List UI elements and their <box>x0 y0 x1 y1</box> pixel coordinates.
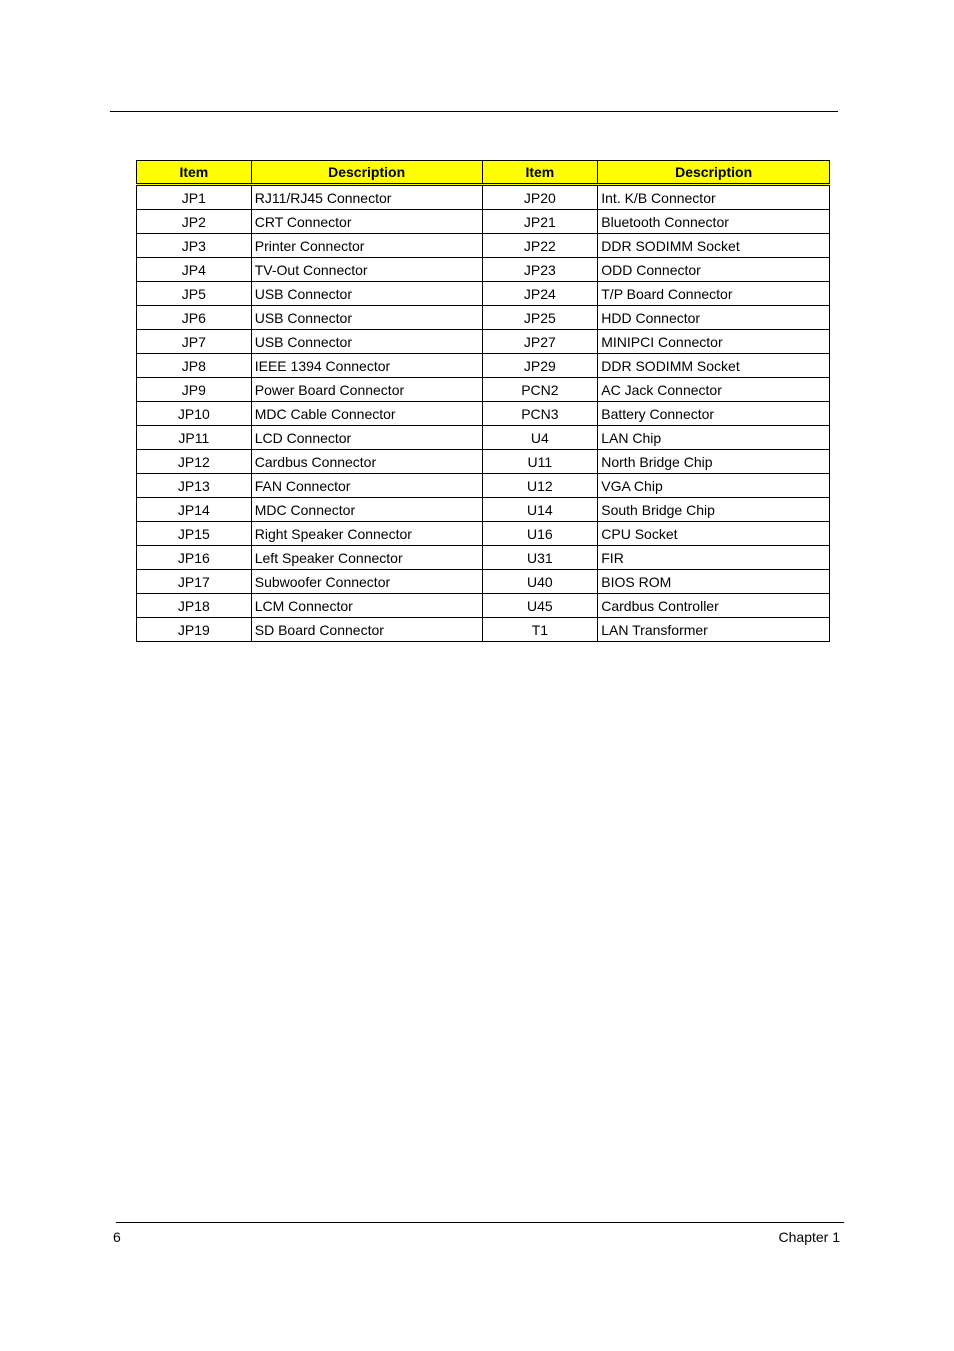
table-cell-description: ODD Connector <box>598 258 830 282</box>
table-row <box>137 354 830 378</box>
table-cell-description: MDC Connector <box>251 498 482 522</box>
table-cell-item: U11 <box>482 450 598 474</box>
table-cell-item: U14 <box>482 498 598 522</box>
table-cell-item: JP22 <box>482 234 598 258</box>
table-cell-item: JP24 <box>482 282 598 306</box>
table-cell-description: Int. K/B Connector <box>598 185 830 210</box>
table-row <box>137 426 830 450</box>
connector-table <box>136 160 830 642</box>
table-cell-item: T1 <box>482 618 598 642</box>
table-row <box>137 474 830 498</box>
table-cell-item: JP3 <box>137 234 252 258</box>
table-cell-item: JP10 <box>137 402 252 426</box>
table-row <box>137 210 830 234</box>
table-cell-item: JP7 <box>137 330 252 354</box>
table-cell-description: USB Connector <box>251 306 482 330</box>
table-cell-item: JP20 <box>482 185 598 210</box>
table-cell-item: JP12 <box>137 450 252 474</box>
table-cell-item: JP9 <box>137 378 252 402</box>
table-cell-item: JP14 <box>137 498 252 522</box>
table-cell-description: Cardbus Controller <box>598 594 830 618</box>
table-cell-item: U16 <box>482 522 598 546</box>
table-cell-description: Left Speaker Connector <box>251 546 482 570</box>
table-row <box>137 306 830 330</box>
table-row <box>137 594 830 618</box>
table-cell-item: PCN2 <box>482 378 598 402</box>
table-cell-description: RJ11/RJ45 Connector <box>251 185 482 210</box>
table-cell-item: JP1 <box>137 185 252 210</box>
table-body <box>137 185 830 642</box>
table-cell-item: U12 <box>482 474 598 498</box>
column-header-item: Item <box>137 161 252 185</box>
page-number: 6 <box>113 1229 121 1245</box>
table-cell-description: BIOS ROM <box>598 570 830 594</box>
table-cell-description: IEEE 1394 Connector <box>251 354 482 378</box>
table-cell-item: JP8 <box>137 354 252 378</box>
table-cell-item: JP17 <box>137 570 252 594</box>
table-cell-description: Printer Connector <box>251 234 482 258</box>
table-row <box>137 282 830 306</box>
table-row <box>137 522 830 546</box>
table-cell-description: MINIPCI Connector <box>598 330 830 354</box>
table-cell-description: CPU Socket <box>598 522 830 546</box>
table-cell-description: AC Jack Connector <box>598 378 830 402</box>
table-cell-description: T/P Board Connector <box>598 282 830 306</box>
column-header-description: Description <box>251 161 482 185</box>
table-row <box>137 258 830 282</box>
table-cell-item: JP16 <box>137 546 252 570</box>
table-cell-description: USB Connector <box>251 282 482 306</box>
table-cell-item: JP29 <box>482 354 598 378</box>
table-cell-item: U40 <box>482 570 598 594</box>
table-row <box>137 450 830 474</box>
table-header-row <box>137 161 830 185</box>
table-cell-description: Right Speaker Connector <box>251 522 482 546</box>
table-cell-description: FIR <box>598 546 830 570</box>
chapter-label: Chapter 1 <box>778 1229 840 1245</box>
table-cell-item: JP2 <box>137 210 252 234</box>
table-row <box>137 234 830 258</box>
table-cell-description: LAN Transformer <box>598 618 830 642</box>
table-cell-item: U4 <box>482 426 598 450</box>
table-cell-item: JP18 <box>137 594 252 618</box>
table-cell-description: LAN Chip <box>598 426 830 450</box>
table-cell-item: JP27 <box>482 330 598 354</box>
table-cell-item: JP21 <box>482 210 598 234</box>
table-cell-description: South Bridge Chip <box>598 498 830 522</box>
table-row <box>137 570 830 594</box>
table-cell-description: TV-Out Connector <box>251 258 482 282</box>
table-cell-description: CRT Connector <box>251 210 482 234</box>
footer-rule <box>116 1222 844 1223</box>
table-row <box>137 330 830 354</box>
table-row <box>137 498 830 522</box>
table-cell-description: Battery Connector <box>598 402 830 426</box>
table-cell-item: JP23 <box>482 258 598 282</box>
column-header-description: Description <box>598 161 830 185</box>
table-cell-description: Subwoofer Connector <box>251 570 482 594</box>
table-cell-description: Bluetooth Connector <box>598 210 830 234</box>
column-header-item: Item <box>482 161 598 185</box>
table-cell-item: JP15 <box>137 522 252 546</box>
table-cell-item: U45 <box>482 594 598 618</box>
table-cell-item: U31 <box>482 546 598 570</box>
table-cell-description: MDC Cable Connector <box>251 402 482 426</box>
table-cell-description: North Bridge Chip <box>598 450 830 474</box>
table-cell-description: Cardbus Connector <box>251 450 482 474</box>
table-cell-item: JP19 <box>137 618 252 642</box>
table-row <box>137 618 830 642</box>
table-cell-description: VGA Chip <box>598 474 830 498</box>
table-cell-description: HDD Connector <box>598 306 830 330</box>
table-cell-description: SD Board Connector <box>251 618 482 642</box>
table-cell-description: Power Board Connector <box>251 378 482 402</box>
table-cell-item: JP6 <box>137 306 252 330</box>
header-rule <box>110 111 838 112</box>
table-cell-item: JP4 <box>137 258 252 282</box>
table-row <box>137 546 830 570</box>
table-cell-description: LCM Connector <box>251 594 482 618</box>
table-cell-item: JP5 <box>137 282 252 306</box>
table-cell-item: PCN3 <box>482 402 598 426</box>
table-cell-item: JP25 <box>482 306 598 330</box>
table-cell-description: USB Connector <box>251 330 482 354</box>
table-cell-description: LCD Connector <box>251 426 482 450</box>
table-cell-description: FAN Connector <box>251 474 482 498</box>
table-row <box>137 402 830 426</box>
table-row <box>137 185 830 210</box>
table-cell-description: DDR SODIMM Socket <box>598 354 830 378</box>
table-cell-item: JP13 <box>137 474 252 498</box>
table-cell-item: JP11 <box>137 426 252 450</box>
table-row <box>137 378 830 402</box>
table-cell-description: DDR SODIMM Socket <box>598 234 830 258</box>
